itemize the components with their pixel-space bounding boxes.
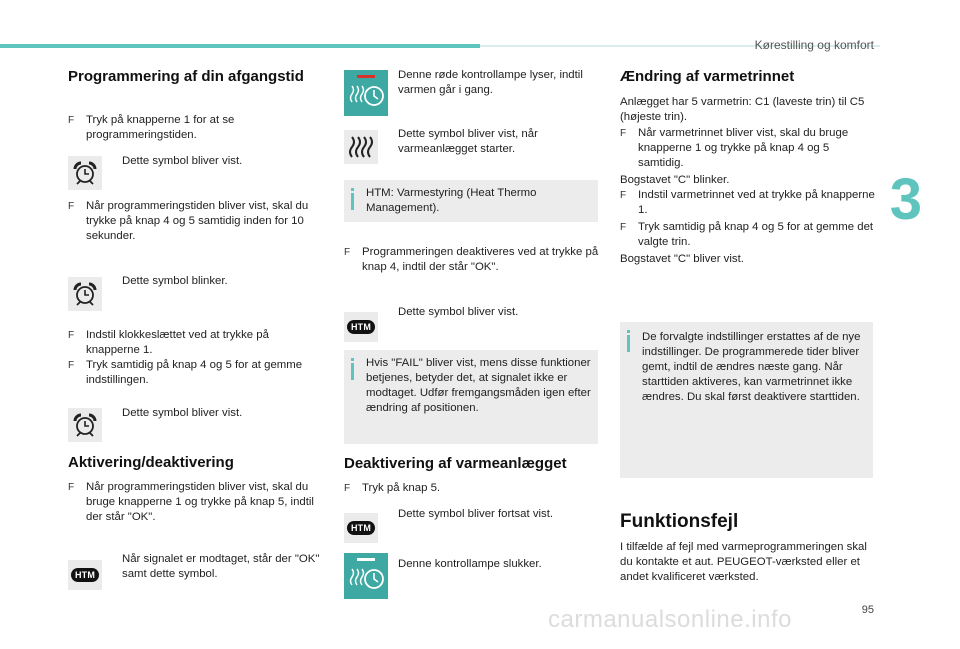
alarm-clock-blinking-icon: [68, 277, 102, 311]
htm-icon: HTM: [344, 513, 378, 543]
bullet-2: F Når programmeringstiden bliver vist, skal du trykke på knap 4 og 5 samtidig inden for 10 sekunder.: [68, 200, 309, 242]
bullet-press-5: F Tryk på knap 5.: [344, 482, 441, 494]
bullet-varmetrin-3: F Tryk samtidig på knap 4 og 5 for at gemme det valgte trin.: [620, 221, 874, 248]
bullet-3: F Indstil klokkeslættet ved at trykke på knapperne 1.: [68, 329, 269, 356]
symbol-text-2: Dette symbol blinker.: [122, 275, 228, 287]
info-icon: [350, 188, 355, 210]
symbol-text-htm: Dette symbol bliver vist.: [398, 306, 519, 318]
heating-timer-icon: [344, 553, 388, 599]
chapter-number: 3: [889, 167, 922, 232]
paragraph-varmetrin: Anlægget har 5 varmetrin: C1 (laveste trin) til C5 (højeste trin).: [620, 96, 865, 123]
symbol-text-red-lamp: Denne røde kontrollampe lyser, indtil varmen går i gang.: [398, 69, 583, 96]
paragraph-funktionsfejl: I tilfælde af fejl med varmeprogrammeringen skal du kontakte et aut. PEUGEOT-værksted eller et andet kvalificeret værksted.: [620, 541, 867, 583]
info-icon: [626, 330, 631, 352]
heading-aktivering: Aktivering/deaktivering: [68, 454, 234, 471]
heading-deaktivering: Deaktivering af varmeanlægget: [344, 455, 567, 472]
watermark: carmanualsonline.info: [548, 606, 792, 633]
bullet-varmetrin-1: F Når varmetrinnet bliver vist, skal du bruge knapperne 1 og trykke på knap 4 og 5 samtidig.: [620, 127, 849, 169]
symbol-text-4: Når signalet er modtaget, står der "OK" samt dette symbol.: [122, 553, 320, 580]
heater-icon: [344, 130, 378, 164]
symbol-text-heater: Dette symbol bliver vist, når varmeanlægget starter.: [398, 128, 538, 155]
info-text-settings: De forvalgte indstillinger erstattes af de nye indstillinger. De programmerede tider bliver gemt, indtil de ændres næste gang. Når starttiden aktiveres, kan varmetrinnet ikke ændres. Du skal først deaktivere starttiden.: [642, 331, 861, 403]
info-box-htm: [344, 180, 598, 222]
info-text-fail: Hvis "FAIL" bliver vist, mens disse funktioner betjenes, betyder det, at signalet ikke er modtaget. Udfør fremgangsmåden igen efter ændring af positionen.: [366, 357, 591, 414]
paragraph-c-vist: Bogstavet "C" bliver vist.: [620, 253, 744, 265]
symbol-text-1: Dette symbol bliver vist.: [122, 155, 243, 167]
info-box-settings: [620, 322, 873, 478]
htm-icon: HTM: [68, 560, 102, 590]
info-text-htm: HTM: Varmestyring (Heat Thermo Management).: [366, 187, 537, 214]
symbol-text-3: Dette symbol bliver vist.: [122, 407, 243, 419]
alarm-clock-icon: [68, 408, 102, 442]
section-title: Kørestilling og komfort: [754, 38, 874, 52]
symbol-text-lamp-off: Denne kontrollampe slukker.: [398, 558, 542, 570]
bullet-5: F Når programmeringstiden bliver vist, skal du bruge knapperne 1 og trykke på knap 5, indtil der står "OK".: [68, 481, 314, 523]
header-accent-bar: [0, 44, 480, 48]
heading-funktionsfejl: Funktionsfejl: [620, 511, 739, 532]
heading-varmetrin: Ændring af varmetrinnet: [620, 68, 795, 85]
info-box-fail: [344, 350, 598, 444]
bullet-1: F Tryk på knapperne 1 for at se programmeringstiden.: [68, 114, 235, 141]
paragraph-c-blinker: Bogstavet "C" blinker.: [620, 174, 730, 186]
bullet-deactivate: F Programmeringen deaktiveres ved at trykke på knap 4, indtil der står "OK".: [344, 246, 599, 273]
bullet-varmetrin-2: F Indstil varmetrinnet ved at trykke på knapperne 1.: [620, 189, 875, 216]
bullet-4: F Tryk samtidig på knap 4 og 5 for at gemme indstillingen.: [68, 359, 303, 386]
symbol-text-htm-continued: Dette symbol bliver fortsat vist.: [398, 508, 554, 520]
info-icon: [350, 358, 355, 380]
htm-icon: HTM: [344, 312, 378, 342]
heading-programmering: Programmering af din afgangstid: [68, 68, 304, 85]
page-number: 95: [861, 604, 874, 616]
alarm-clock-icon: [68, 156, 102, 190]
heating-timer-red-lamp-icon: [344, 70, 388, 116]
